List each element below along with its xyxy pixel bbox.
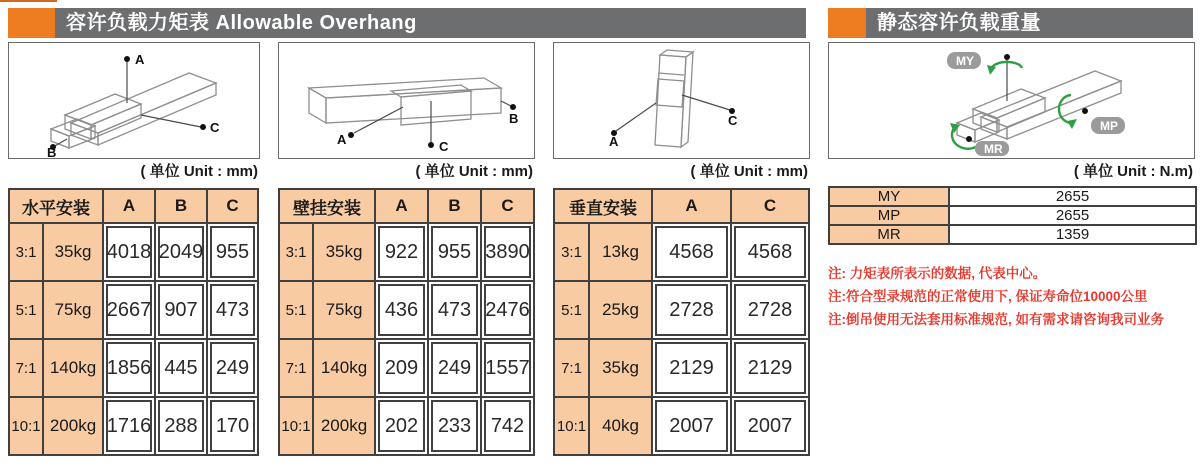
moment-label: MP: [829, 206, 949, 225]
value-cell: 436: [375, 281, 428, 339]
value-cell: 202: [375, 397, 428, 455]
col-header-c: C: [481, 189, 534, 223]
note-line: 注:符合型录规范的正常使用下, 保证寿命位10000公里: [828, 289, 1148, 304]
table-title: 壁挂安装: [279, 189, 375, 223]
value-cell: 1716: [103, 397, 155, 455]
table-row: [279, 223, 534, 281]
ratio-cell: 10:1: [279, 397, 313, 455]
weight-cell: 35kg: [589, 339, 652, 397]
value-cell: 2007: [652, 397, 731, 455]
moment-value: 2655: [949, 187, 1196, 206]
table-row: [829, 206, 1196, 225]
value-cell: 170: [207, 397, 258, 455]
ratio-cell: 3:1: [279, 223, 313, 281]
header-accent-block: [8, 8, 55, 38]
value-cell: 955: [428, 223, 481, 281]
point-a-label: A: [135, 52, 145, 67]
ratio-cell: 10:1: [9, 397, 43, 455]
vertical-mount-table: [553, 188, 810, 456]
point-a-label: A: [337, 132, 347, 147]
value-cell: 922: [375, 223, 428, 281]
value-cell: 445: [155, 339, 207, 397]
mp-label: MP: [1100, 119, 1118, 133]
ratio-cell: 3:1: [9, 223, 43, 281]
rail-moments-drawing: [829, 43, 1194, 158]
table-row: [279, 339, 534, 397]
table-row: [279, 397, 534, 455]
ratio-cell: 5:1: [9, 281, 43, 339]
diagram-horizontal-mount: [8, 42, 260, 159]
horizontal-mount-table: [8, 188, 259, 456]
table-row: [554, 397, 809, 455]
weight-cell: 75kg: [43, 281, 103, 339]
table-row: [554, 281, 809, 339]
col-header-b: B: [428, 189, 481, 223]
value-cell: 249: [428, 339, 481, 397]
moment-value: 1359: [949, 225, 1196, 244]
section-title: 静态容许负载重量: [877, 12, 1041, 34]
mr-label: MR: [984, 142, 1003, 156]
value-cell: 2728: [731, 281, 809, 339]
rail-isometric-drawing: [9, 43, 259, 158]
moment-label: MY: [829, 187, 949, 206]
diagram-vertical-mount: [553, 42, 810, 159]
value-cell: 233: [428, 397, 481, 455]
ratio-cell: 5:1: [279, 281, 313, 339]
point-b-label: B: [509, 111, 519, 126]
value-cell: 4568: [731, 223, 809, 281]
value-cell: 2049: [155, 223, 207, 281]
value-cell: 2728: [652, 281, 731, 339]
col-header-b: B: [155, 189, 207, 223]
ratio-cell: 7:1: [554, 339, 589, 397]
value-cell: 473: [428, 281, 481, 339]
weight-cell: 25kg: [589, 281, 652, 339]
table-row: [9, 339, 258, 397]
wall-mount-table: [278, 188, 535, 456]
table-row: [9, 281, 258, 339]
unit-label: ( 单位 Unit : mm): [140, 163, 258, 180]
unit-label: ( 单位 Unit : N.m): [1073, 163, 1193, 180]
value-cell: 1557: [481, 339, 534, 397]
weight-cell: 140kg: [313, 339, 375, 397]
table-title: 水平安装: [9, 189, 103, 223]
table-row: [9, 397, 258, 455]
weight-cell: 140kg: [43, 339, 103, 397]
unit-label: ( 单位 Unit : mm): [690, 163, 808, 180]
unit-label: ( 单位 Unit : mm): [415, 163, 533, 180]
ratio-cell: 10:1: [554, 397, 589, 455]
value-cell: 907: [155, 281, 207, 339]
point-c-label: C: [439, 139, 449, 154]
rail-vertical-drawing: [554, 43, 809, 158]
table-row: [829, 187, 1196, 206]
moment-label: MR: [829, 225, 949, 244]
note-line: 注: 力矩表所表示的数据, 代表中心。: [828, 266, 1047, 281]
note-line: 注:倒吊使用无法套用标准规范, 如有需求请咨询我司业务: [828, 312, 1164, 327]
point-c-label: C: [728, 113, 738, 128]
header-accent-block: [828, 8, 866, 38]
value-cell: 3890: [481, 223, 534, 281]
col-header-c: C: [731, 189, 809, 223]
value-cell: 1856: [103, 339, 155, 397]
weight-cell: 200kg: [43, 397, 103, 455]
col-header-a: A: [375, 189, 428, 223]
value-cell: 4018: [103, 223, 155, 281]
value-cell: 473: [207, 281, 258, 339]
rail-side-drawing: [279, 43, 534, 158]
static-load-table: [828, 186, 1197, 245]
weight-cell: 35kg: [43, 223, 103, 281]
value-cell: 742: [481, 397, 534, 455]
ratio-cell: 3:1: [554, 223, 589, 281]
value-cell: 2667: [103, 281, 155, 339]
table-row: [554, 339, 809, 397]
value-cell: 955: [207, 223, 258, 281]
table-row: [279, 281, 534, 339]
top-accent-line: [0, 0, 57, 2]
ratio-cell: 5:1: [554, 281, 589, 339]
point-b-label: B: [47, 145, 57, 158]
notes-block: [828, 262, 1164, 331]
table-row: [9, 223, 258, 281]
diagram-static-moments: [828, 42, 1195, 159]
weight-cell: 75kg: [313, 281, 375, 339]
moment-value: 2655: [949, 206, 1196, 225]
table-title: 垂直安装: [554, 189, 652, 223]
weight-cell: 200kg: [313, 397, 375, 455]
col-header-c: C: [207, 189, 258, 223]
value-cell: 2129: [731, 339, 809, 397]
col-header-a: A: [652, 189, 731, 223]
weight-cell: 13kg: [589, 223, 652, 281]
value-cell: 209: [375, 339, 428, 397]
table-row: [829, 225, 1196, 244]
point-c-label: C: [210, 120, 220, 135]
weight-cell: 40kg: [589, 397, 652, 455]
value-cell: 249: [207, 339, 258, 397]
ratio-cell: 7:1: [279, 339, 313, 397]
col-header-a: A: [103, 189, 155, 223]
value-cell: 2476: [481, 281, 534, 339]
value-cell: 2129: [652, 339, 731, 397]
static-load-header: [828, 8, 1193, 38]
diagram-wall-mount: [278, 42, 535, 159]
value-cell: 288: [155, 397, 207, 455]
weight-cell: 35kg: [313, 223, 375, 281]
table-row: [554, 223, 809, 281]
point-a-label: A: [609, 134, 619, 149]
value-cell: 4568: [652, 223, 731, 281]
value-cell: 2007: [731, 397, 809, 455]
allowable-overhang-header: [8, 8, 806, 38]
my-label: MY: [956, 54, 974, 68]
ratio-cell: 7:1: [9, 339, 43, 397]
section-title: 容许负载力矩表 Allowable Overhang: [66, 12, 417, 34]
